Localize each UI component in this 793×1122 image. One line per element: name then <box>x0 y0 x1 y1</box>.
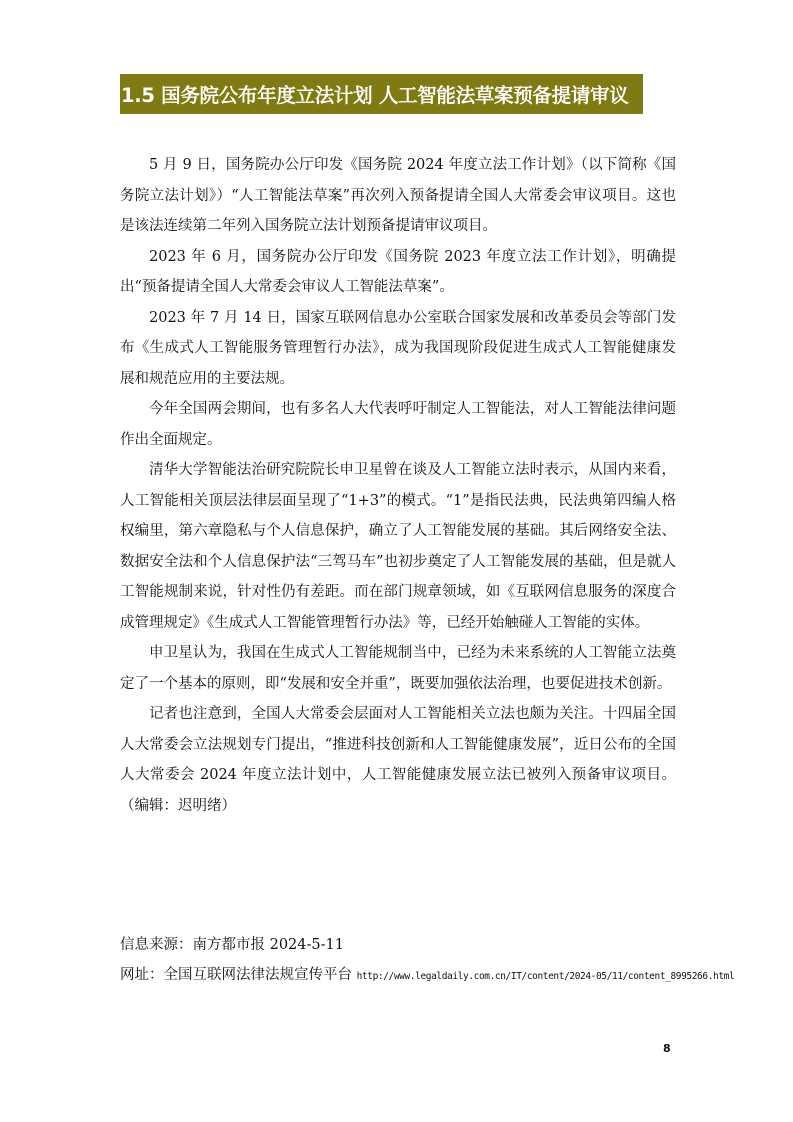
paragraph: 2023 年 6 月，国务院办公厅印发《国务院 2023 年度立法工作计划》，明确提出“预备提请全国人大常委会审议人工智能法草案”。 <box>120 248 676 295</box>
paragraph: 今年全国两会期间，也有多名人大代表呼吁制定人工智能法，对人工智能法律问题作出全面规定。 <box>120 401 676 448</box>
page-number: 8 <box>663 1042 671 1055</box>
paragraph: 2023 年 7 月 14 日，国家互联网信息办公室联合国家发展和改革委员会等部门发布《生成式人工智能服务管理暂行办法》，成为我国现阶段促进生成式人工智能健康发展和规范应用的主要法规。 <box>120 309 676 387</box>
section-title: 1.5 国务院公布年度立法计划 人工智能法草案预备提请审议 <box>121 84 629 107</box>
section-heading-bar <box>120 74 643 114</box>
paragraph: 记者也注意到，全国人大常委会层面对人工智能相关立法也颇为关注。十四届全国人大常委会立法规划专门提出，“推进科技创新和人工智能健康发展”，近日公布的全国人大常委会 2024 年度立法计划中，人工智能健康发展立法已被列入预备审议项目。（编辑：迟明绪） <box>120 706 676 814</box>
source-info <box>120 930 735 992</box>
source-line: 信息来源：南方都市报 2024-5-11 <box>120 937 344 953</box>
paragraph: 清华大学智能法治研究院院长申卫星曾在谈及人工智能立法时表示，从国内来看，人工智能相关顶层法律层面呈现了“1+3”的模式。“1”是指民法典，民法典第四编人格权编里，第六章隐私与个人信息保护，确立了人工智能发展的基础。其后网络安全法、数据安全法和个人信息保护法“三驾马车”也初步奠定了人工智能发展的基础，但是就人工智能规制来说，针对性仍有差距。而在部门规章领域，如《互联网信息服务的深度合成管理规定》《生成式人工智能管理暂行办法》等，已经开始触碰人工智能的实体。 <box>120 462 676 631</box>
article-body <box>120 150 676 821</box>
url-label: 网址：全国互联网法律法规宣传平台 <box>120 967 357 983</box>
paragraph: 申卫星认为，我国在生成式人工智能规制当中，已经为未来系统的人工智能立法奠定了一个基本的原则，即“发展和安全并重”，既要加强依法治理，也要促进技术创新。 <box>120 645 676 692</box>
paragraph: 5 月 9 日，国务院办公厅印发《国务院 2024 年度立法工作计划》（以下简称《国务院立法计划》）“人工智能法草案”再次列入预备提请全国人大常委会审议项目。这也是该法连续第二年列入国务院立法计划预备提请审议项目。 <box>120 157 676 234</box>
source-url-link[interactable]: http://www.legaldaily.com.cn/IT/content/2024-05/11/content_8995266.html <box>356 971 735 982</box>
url-line <box>120 960 735 992</box>
